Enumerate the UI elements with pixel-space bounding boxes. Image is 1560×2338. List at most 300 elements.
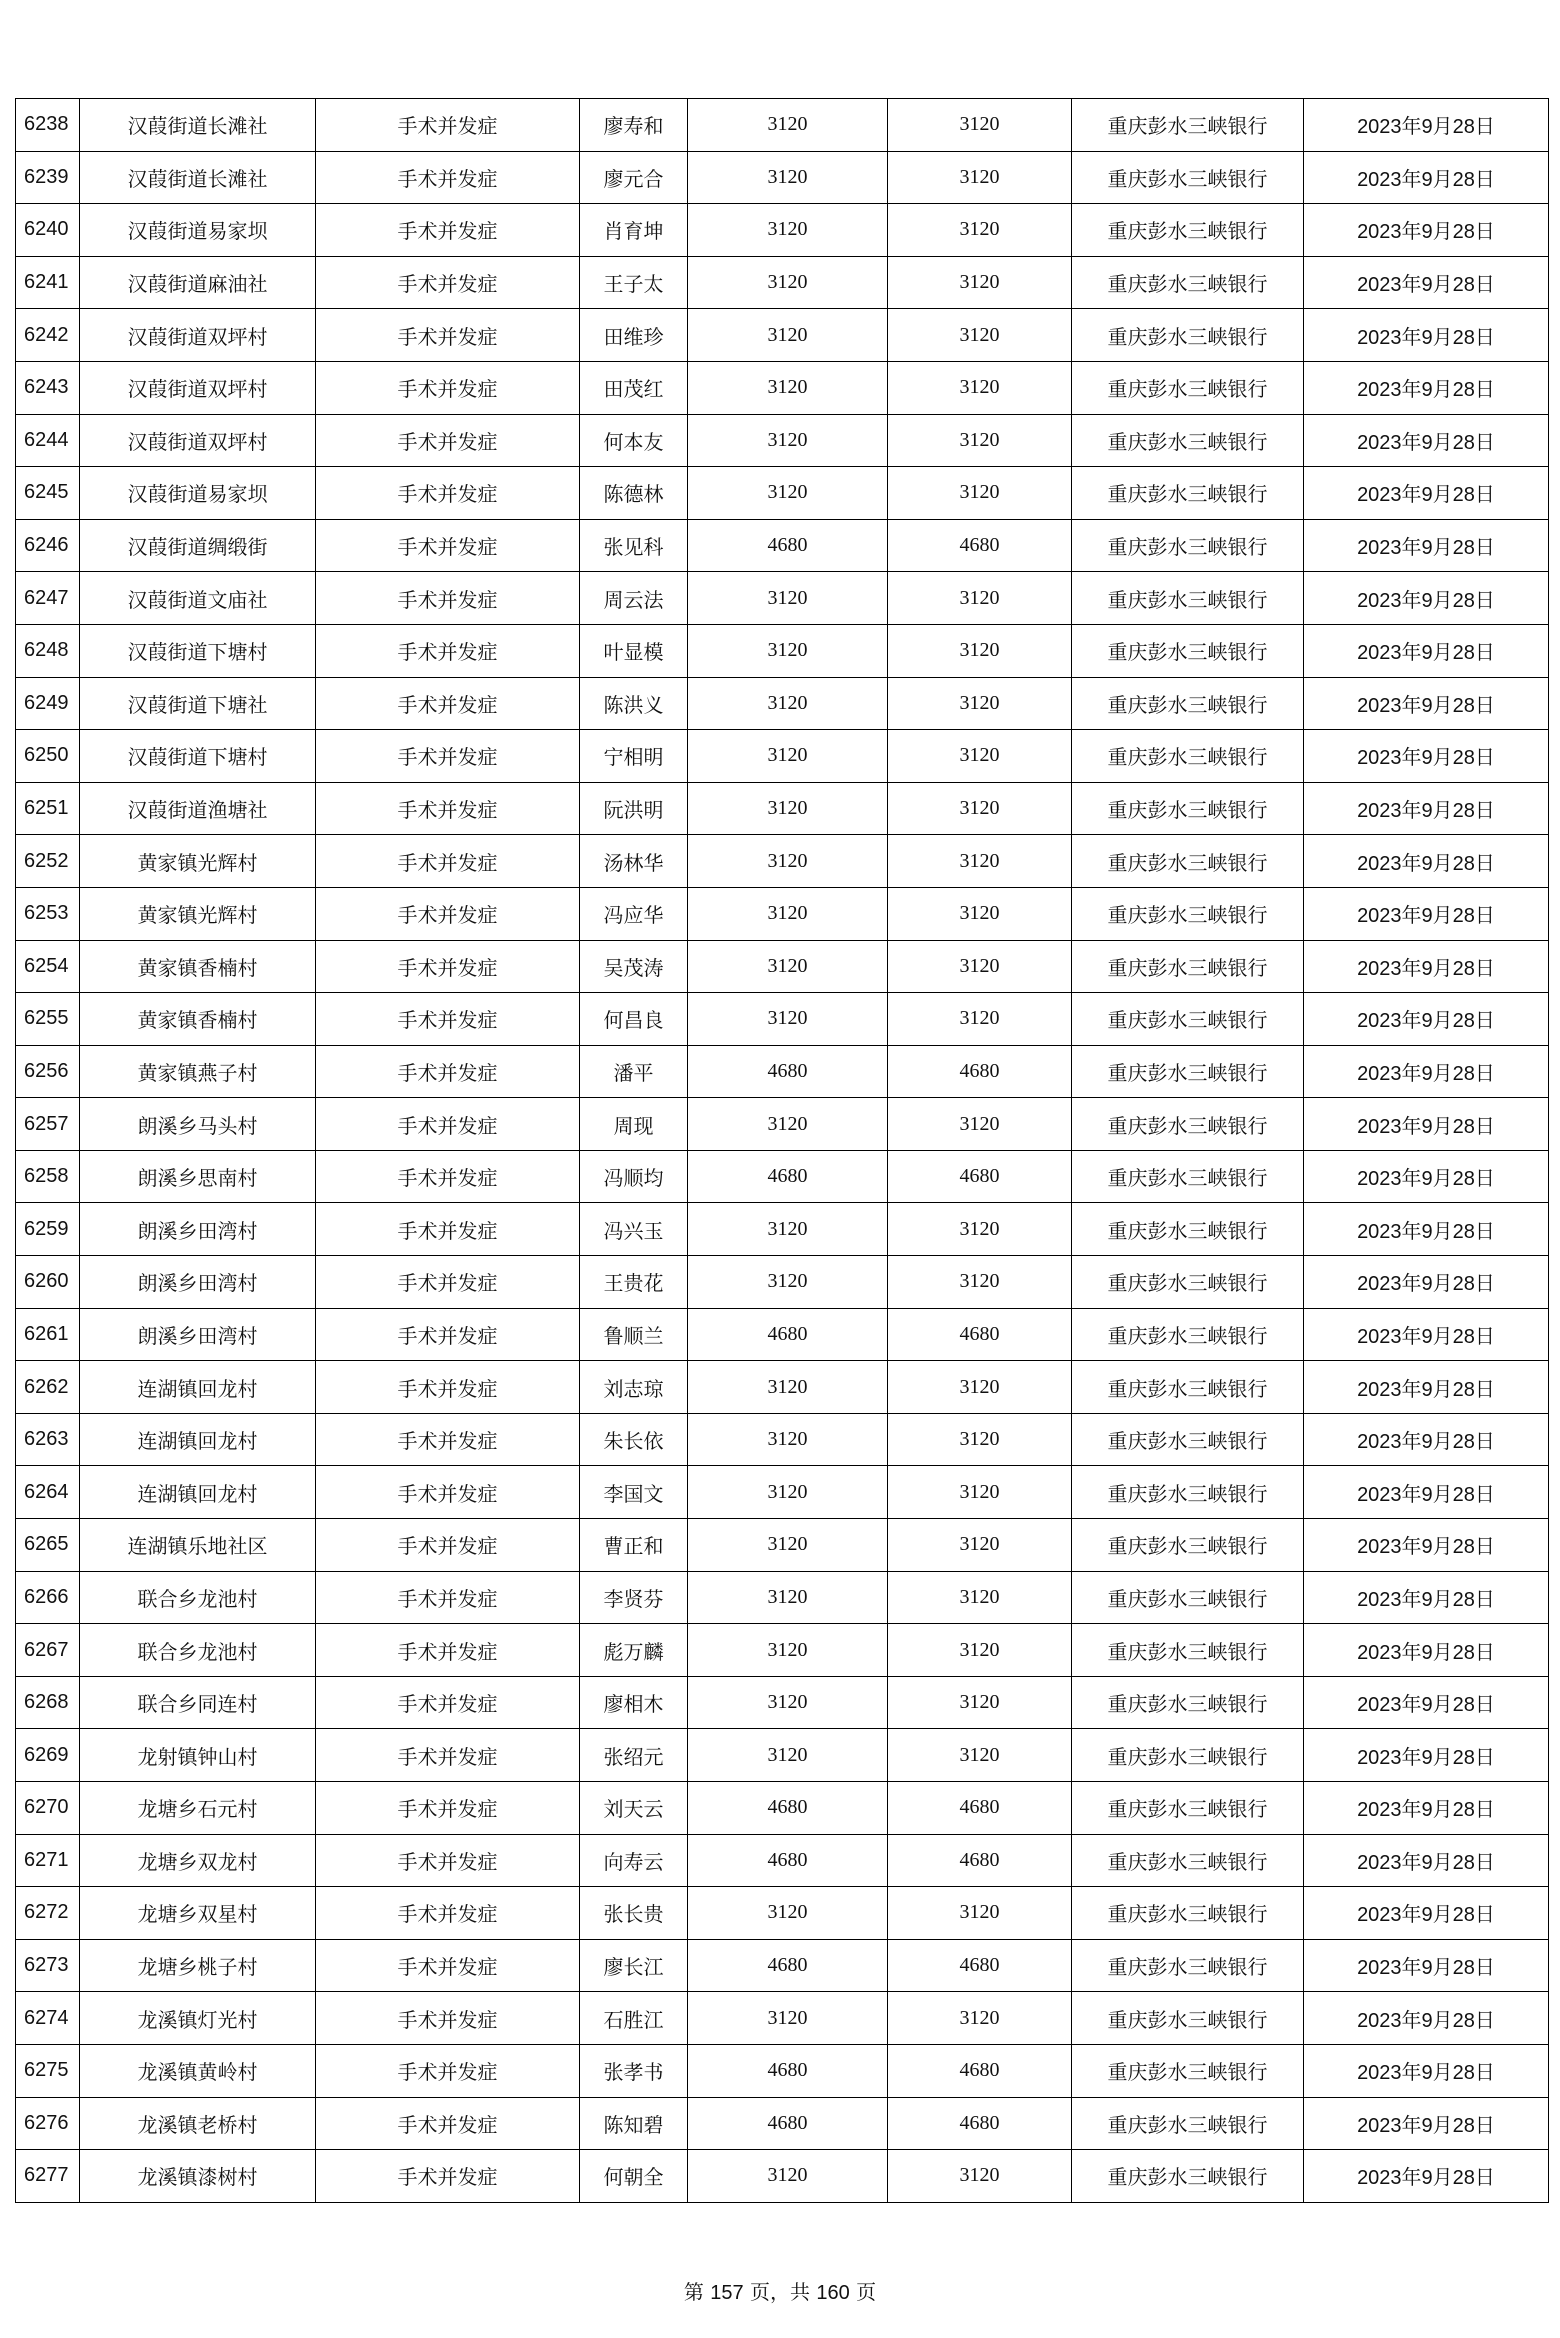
cell-payment-date: 2023年9月28日 [1304,572,1549,625]
table-row [16,1939,1549,1992]
footer-prefix: 第 [683,2280,704,2304]
cell-row-number: 6256 [16,1045,80,1098]
cell-amount-due: 3120 [688,99,888,152]
cell-name: 王贵花 [580,1256,688,1309]
cell-reason: 手术并发症 [316,887,580,940]
table-row [16,361,1549,414]
cell-amount-due: 3120 [688,1729,888,1782]
records-table [15,98,1549,2203]
footer-page-number: 157 [710,2282,744,2304]
cell-amount-due: 3120 [688,730,888,783]
cell-reason: 手术并发症 [316,519,580,572]
table-row [16,940,1549,993]
cell-bank: 重庆彭水三峡银行 [1072,782,1304,835]
cell-row-number: 6270 [16,1782,80,1835]
cell-payment-date: 2023年9月28日 [1304,835,1549,888]
cell-name: 张绍元 [580,1729,688,1782]
cell-payment-date: 2023年9月28日 [1304,1045,1549,1098]
cell-bank: 重庆彭水三峡银行 [1072,1361,1304,1414]
cell-amount-due: 3120 [688,1203,888,1256]
cell-name: 王子太 [580,256,688,309]
cell-address: 汉葭街道易家坝 [80,467,316,520]
cell-payment-date: 2023年9月28日 [1304,1203,1549,1256]
cell-amount-paid: 4680 [888,1045,1072,1098]
cell-amount-due: 4680 [688,1782,888,1835]
cell-amount-due: 3120 [688,782,888,835]
cell-name: 廖寿和 [580,99,688,152]
cell-address: 黄家镇香楠村 [80,993,316,1046]
cell-amount-due: 3120 [688,1413,888,1466]
cell-address: 联合乡同连村 [80,1676,316,1729]
cell-bank: 重庆彭水三峡银行 [1072,677,1304,730]
table-row [16,204,1549,257]
cell-reason: 手术并发症 [316,1676,580,1729]
cell-amount-paid: 3120 [888,256,1072,309]
cell-reason: 手术并发症 [316,1887,580,1940]
cell-name: 陈洪义 [580,677,688,730]
cell-reason: 手术并发症 [316,1992,580,2045]
cell-bank: 重庆彭水三峡银行 [1072,467,1304,520]
cell-name: 吴茂涛 [580,940,688,993]
cell-row-number: 6253 [16,887,80,940]
cell-amount-due: 3120 [688,887,888,940]
cell-reason: 手术并发症 [316,1571,580,1624]
cell-name: 李国文 [580,1466,688,1519]
cell-row-number: 6247 [16,572,80,625]
cell-payment-date: 2023年9月28日 [1304,1308,1549,1361]
cell-bank: 重庆彭水三峡银行 [1072,309,1304,362]
cell-amount-paid: 3120 [888,361,1072,414]
cell-row-number: 6250 [16,730,80,783]
cell-row-number: 6242 [16,309,80,362]
table-row [16,677,1549,730]
table-row [16,1308,1549,1361]
cell-amount-due: 3120 [688,414,888,467]
cell-payment-date: 2023年9月28日 [1304,730,1549,783]
cell-reason: 手术并发症 [316,467,580,520]
cell-amount-paid: 4680 [888,1939,1072,1992]
cell-bank: 重庆彭水三峡银行 [1072,730,1304,783]
cell-bank: 重庆彭水三峡银行 [1072,1834,1304,1887]
cell-payment-date: 2023年9月28日 [1304,1361,1549,1414]
cell-bank: 重庆彭水三峡银行 [1072,572,1304,625]
cell-address: 汉葭街道下塘社 [80,677,316,730]
cell-amount-due: 3120 [688,624,888,677]
cell-payment-date: 2023年9月28日 [1304,1519,1549,1572]
cell-amount-due: 4680 [688,1308,888,1361]
cell-address: 龙射镇钟山村 [80,1729,316,1782]
cell-bank: 重庆彭水三峡银行 [1072,151,1304,204]
cell-payment-date: 2023年9月28日 [1304,940,1549,993]
cell-payment-date: 2023年9月28日 [1304,1150,1549,1203]
cell-amount-due: 3120 [688,1361,888,1414]
cell-amount-paid: 3120 [888,1571,1072,1624]
footer-middle: 页，共 [750,2280,810,2304]
cell-reason: 手术并发症 [316,256,580,309]
cell-reason: 手术并发症 [316,204,580,257]
cell-address: 朗溪乡马头村 [80,1098,316,1151]
cell-bank: 重庆彭水三峡银行 [1072,1519,1304,1572]
cell-bank: 重庆彭水三峡银行 [1072,361,1304,414]
cell-row-number: 6244 [16,414,80,467]
cell-name: 何朝全 [580,2150,688,2203]
cell-address: 龙溪镇老桥村 [80,2097,316,2150]
cell-amount-paid: 3120 [888,1361,1072,1414]
table-row [16,1413,1549,1466]
cell-name: 向寿云 [580,1834,688,1887]
cell-bank: 重庆彭水三峡银行 [1072,1256,1304,1309]
cell-bank: 重庆彭水三峡银行 [1072,1308,1304,1361]
cell-payment-date: 2023年9月28日 [1304,361,1549,414]
table-row [16,2150,1549,2203]
table-row [16,1466,1549,1519]
cell-name: 陈德林 [580,467,688,520]
cell-amount-paid: 3120 [888,1887,1072,1940]
cell-row-number: 6265 [16,1519,80,1572]
cell-payment-date: 2023年9月28日 [1304,519,1549,572]
cell-amount-due: 3120 [688,835,888,888]
cell-payment-date: 2023年9月28日 [1304,1676,1549,1729]
cell-amount-paid: 3120 [888,467,1072,520]
cell-address: 朗溪乡田湾村 [80,1308,316,1361]
cell-amount-paid: 3120 [888,1256,1072,1309]
cell-row-number: 6238 [16,99,80,152]
table-row [16,1624,1549,1677]
cell-name: 廖相木 [580,1676,688,1729]
table-row [16,1834,1549,1887]
cell-reason: 手术并发症 [316,730,580,783]
table-row [16,151,1549,204]
cell-amount-due: 3120 [688,467,888,520]
cell-amount-paid: 3120 [888,2150,1072,2203]
cell-name: 石胜江 [580,1992,688,2045]
cell-payment-date: 2023年9月28日 [1304,1992,1549,2045]
cell-amount-paid: 3120 [888,151,1072,204]
cell-reason: 手术并发症 [316,2097,580,2150]
table-row [16,1256,1549,1309]
cell-amount-paid: 3120 [888,1624,1072,1677]
cell-bank: 重庆彭水三峡银行 [1072,1203,1304,1256]
cell-bank: 重庆彭水三峡银行 [1072,1150,1304,1203]
cell-amount-paid: 3120 [888,1729,1072,1782]
cell-amount-due: 3120 [688,940,888,993]
cell-payment-date: 2023年9月28日 [1304,677,1549,730]
cell-bank: 重庆彭水三峡银行 [1072,1939,1304,1992]
cell-name: 田茂红 [580,361,688,414]
cell-reason: 手术并发症 [316,1834,580,1887]
cell-row-number: 6276 [16,2097,80,2150]
table-row [16,309,1549,362]
cell-payment-date: 2023年9月28日 [1304,309,1549,362]
cell-payment-date: 2023年9月28日 [1304,151,1549,204]
cell-payment-date: 2023年9月28日 [1304,2150,1549,2203]
cell-row-number: 6257 [16,1098,80,1151]
cell-row-number: 6266 [16,1571,80,1624]
cell-name: 叶显模 [580,624,688,677]
cell-row-number: 6269 [16,1729,80,1782]
cell-payment-date: 2023年9月28日 [1304,1729,1549,1782]
cell-bank: 重庆彭水三峡银行 [1072,414,1304,467]
cell-address: 龙溪镇黄岭村 [80,2044,316,2097]
cell-row-number: 6259 [16,1203,80,1256]
cell-reason: 手术并发症 [316,1413,580,1466]
cell-row-number: 6260 [16,1256,80,1309]
cell-address: 汉葭街道双坪村 [80,309,316,362]
cell-reason: 手术并发症 [316,1624,580,1677]
cell-amount-due: 3120 [688,1887,888,1940]
cell-reason: 手术并发症 [316,1519,580,1572]
cell-amount-due: 3120 [688,309,888,362]
cell-payment-date: 2023年9月28日 [1304,782,1549,835]
cell-name: 何本友 [580,414,688,467]
cell-amount-due: 3120 [688,1624,888,1677]
cell-address: 汉葭街道下塘村 [80,624,316,677]
cell-reason: 手术并发症 [316,1939,580,1992]
table-row [16,1150,1549,1203]
cell-address: 朗溪乡田湾村 [80,1256,316,1309]
cell-bank: 重庆彭水三峡银行 [1072,1413,1304,1466]
cell-bank: 重庆彭水三峡银行 [1072,1466,1304,1519]
cell-amount-paid: 3120 [888,993,1072,1046]
cell-payment-date: 2023年9月28日 [1304,1571,1549,1624]
cell-row-number: 6243 [16,361,80,414]
cell-amount-paid: 3120 [888,1992,1072,2045]
table-row [16,2044,1549,2097]
cell-name: 何昌良 [580,993,688,1046]
cell-amount-due: 3120 [688,151,888,204]
cell-name: 廖元合 [580,151,688,204]
cell-reason: 手术并发症 [316,99,580,152]
cell-address: 汉葭街道易家坝 [80,204,316,257]
cell-amount-due: 3120 [688,1256,888,1309]
cell-bank: 重庆彭水三峡银行 [1072,519,1304,572]
cell-bank: 重庆彭水三峡银行 [1072,940,1304,993]
cell-amount-paid: 3120 [888,309,1072,362]
cell-address: 龙溪镇灯光村 [80,1992,316,2045]
table-row [16,572,1549,625]
cell-reason: 手术并发症 [316,782,580,835]
cell-amount-due: 4680 [688,519,888,572]
cell-amount-paid: 3120 [888,835,1072,888]
cell-amount-due: 3120 [688,1992,888,2045]
cell-amount-due: 3120 [688,1466,888,1519]
cell-name: 彪万麟 [580,1624,688,1677]
cell-amount-paid: 4680 [888,1782,1072,1835]
cell-name: 周云法 [580,572,688,625]
cell-payment-date: 2023年9月28日 [1304,1466,1549,1519]
table-row [16,1782,1549,1835]
cell-payment-date: 2023年9月28日 [1304,1782,1549,1835]
table-row [16,887,1549,940]
cell-bank: 重庆彭水三峡银行 [1072,1992,1304,2045]
cell-row-number: 6275 [16,2044,80,2097]
cell-name: 田维珍 [580,309,688,362]
cell-bank: 重庆彭水三峡银行 [1072,204,1304,257]
table-row [16,1571,1549,1624]
cell-address: 黄家镇光辉村 [80,835,316,888]
cell-reason: 手术并发症 [316,1782,580,1835]
footer-total-pages: 160 [816,2282,850,2304]
table-row [16,1676,1549,1729]
cell-name: 陈知碧 [580,2097,688,2150]
cell-amount-paid: 3120 [888,730,1072,783]
cell-bank: 重庆彭水三峡银行 [1072,887,1304,940]
cell-payment-date: 2023年9月28日 [1304,204,1549,257]
cell-address: 汉葭街道麻油社 [80,256,316,309]
cell-amount-due: 4680 [688,2044,888,2097]
table-row [16,1098,1549,1151]
cell-reason: 手术并发症 [316,677,580,730]
cell-reason: 手术并发症 [316,1150,580,1203]
cell-name: 刘天云 [580,1782,688,1835]
cell-address: 黄家镇光辉村 [80,887,316,940]
cell-bank: 重庆彭水三峡银行 [1072,2044,1304,2097]
cell-row-number: 6246 [16,519,80,572]
cell-amount-paid: 4680 [888,1834,1072,1887]
cell-address: 龙塘乡石元村 [80,1782,316,1835]
cell-amount-paid: 3120 [888,572,1072,625]
cell-amount-due: 3120 [688,1098,888,1151]
cell-name: 廖长江 [580,1939,688,1992]
cell-bank: 重庆彭水三峡银行 [1072,2097,1304,2150]
cell-address: 连湖镇回龙村 [80,1361,316,1414]
cell-payment-date: 2023年9月28日 [1304,99,1549,152]
table-row [16,1887,1549,1940]
table-row [16,519,1549,572]
cell-address: 朗溪乡田湾村 [80,1203,316,1256]
cell-row-number: 6241 [16,256,80,309]
table-row [16,99,1549,152]
cell-reason: 手术并发症 [316,1256,580,1309]
cell-row-number: 6239 [16,151,80,204]
cell-address: 汉葭街道下塘村 [80,730,316,783]
cell-amount-paid: 3120 [888,624,1072,677]
cell-reason: 手术并发症 [316,1729,580,1782]
cell-amount-due: 3120 [688,2150,888,2203]
cell-name: 周现 [580,1098,688,1151]
cell-row-number: 6252 [16,835,80,888]
cell-amount-paid: 3120 [888,1519,1072,1572]
cell-bank: 重庆彭水三峡银行 [1072,1887,1304,1940]
cell-address: 黄家镇香楠村 [80,940,316,993]
cell-reason: 手术并发症 [316,151,580,204]
table-row [16,1729,1549,1782]
cell-row-number: 6245 [16,467,80,520]
cell-name: 潘平 [580,1045,688,1098]
table-row [16,1361,1549,1414]
cell-amount-due: 3120 [688,256,888,309]
cell-amount-paid: 4680 [888,519,1072,572]
cell-amount-due: 3120 [688,204,888,257]
cell-row-number: 6249 [16,677,80,730]
cell-payment-date: 2023年9月28日 [1304,256,1549,309]
table-row [16,1992,1549,2045]
cell-name: 宁相明 [580,730,688,783]
cell-row-number: 6262 [16,1361,80,1414]
cell-payment-date: 2023年9月28日 [1304,1256,1549,1309]
cell-amount-paid: 3120 [888,414,1072,467]
cell-bank: 重庆彭水三峡银行 [1072,1676,1304,1729]
cell-row-number: 6261 [16,1308,80,1361]
cell-reason: 手术并发症 [316,361,580,414]
cell-address: 龙塘乡桃子村 [80,1939,316,1992]
cell-row-number: 6267 [16,1624,80,1677]
cell-name: 曹正和 [580,1519,688,1572]
cell-bank: 重庆彭水三峡银行 [1072,1624,1304,1677]
cell-reason: 手术并发症 [316,1466,580,1519]
table-row [16,256,1549,309]
cell-payment-date: 2023年9月28日 [1304,624,1549,677]
cell-address: 黄家镇燕子村 [80,1045,316,1098]
cell-amount-due: 3120 [688,572,888,625]
table-row [16,2097,1549,2150]
cell-reason: 手术并发症 [316,993,580,1046]
cell-amount-paid: 3120 [888,99,1072,152]
cell-address: 汉葭街道文庙社 [80,572,316,625]
cell-row-number: 6268 [16,1676,80,1729]
cell-address: 朗溪乡思南村 [80,1150,316,1203]
cell-amount-due: 3120 [688,1676,888,1729]
cell-amount-paid: 3120 [888,1466,1072,1519]
cell-amount-due: 3120 [688,361,888,414]
cell-amount-paid: 3120 [888,940,1072,993]
table-row [16,993,1549,1046]
cell-amount-paid: 4680 [888,2097,1072,2150]
cell-bank: 重庆彭水三峡银行 [1072,1098,1304,1151]
cell-address: 汉葭街道渔塘社 [80,782,316,835]
cell-payment-date: 2023年9月28日 [1304,1887,1549,1940]
cell-reason: 手术并发症 [316,1045,580,1098]
cell-reason: 手术并发症 [316,1361,580,1414]
cell-row-number: 6271 [16,1834,80,1887]
cell-bank: 重庆彭水三峡银行 [1072,1729,1304,1782]
cell-amount-paid: 3120 [888,1203,1072,1256]
cell-amount-paid: 3120 [888,677,1072,730]
cell-name: 李贤芬 [580,1571,688,1624]
cell-name: 冯应华 [580,887,688,940]
footer-suffix: 页 [856,2280,877,2304]
table-row [16,835,1549,888]
table-row [16,1203,1549,1256]
cell-name: 鲁顺兰 [580,1308,688,1361]
cell-address: 汉葭街道绸缎街 [80,519,316,572]
cell-reason: 手术并发症 [316,1098,580,1151]
cell-amount-paid: 3120 [888,782,1072,835]
cell-row-number: 6263 [16,1413,80,1466]
cell-amount-due: 4680 [688,1045,888,1098]
cell-payment-date: 2023年9月28日 [1304,1413,1549,1466]
cell-row-number: 6255 [16,993,80,1046]
cell-row-number: 6272 [16,1887,80,1940]
cell-payment-date: 2023年9月28日 [1304,2044,1549,2097]
table-row [16,624,1549,677]
cell-reason: 手术并发症 [316,309,580,362]
cell-reason: 手术并发症 [316,940,580,993]
cell-address: 龙塘乡双龙村 [80,1834,316,1887]
cell-address: 龙溪镇漆树村 [80,2150,316,2203]
cell-amount-paid: 3120 [888,1098,1072,1151]
cell-row-number: 6240 [16,204,80,257]
cell-address: 汉葭街道双坪村 [80,361,316,414]
cell-reason: 手术并发症 [316,2044,580,2097]
cell-payment-date: 2023年9月28日 [1304,2097,1549,2150]
cell-reason: 手术并发症 [316,624,580,677]
cell-row-number: 6248 [16,624,80,677]
cell-amount-paid: 4680 [888,1308,1072,1361]
cell-name: 阮洪明 [580,782,688,835]
cell-bank: 重庆彭水三峡银行 [1072,1045,1304,1098]
cell-name: 张孝书 [580,2044,688,2097]
